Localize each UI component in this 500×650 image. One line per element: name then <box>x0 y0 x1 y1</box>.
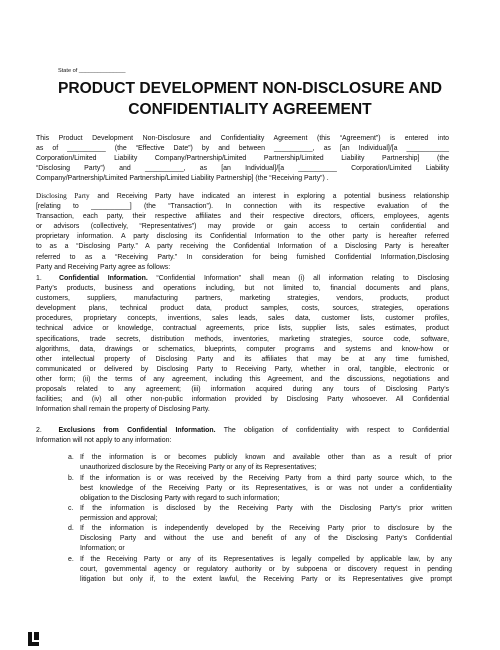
list-item-line: Disclosing Party and without the use and benefit of any of the Disclosing Party’s Confidential <box>80 535 452 543</box>
exclusion-item-e <box>68 555 452 585</box>
legal-templates-logo-icon <box>28 632 40 646</box>
section-1-line: technical advice or knowledge, contractual agreements, price lists, supplier lists, sales estimates, product <box>36 325 449 333</box>
section-1-line: other intellectual property of Disclosing Party and its affiliates that may be at any time furnished, <box>36 355 449 363</box>
section-1-line: other form; (ii) the terms of any agreement, including this Agreement, and the discussions, negotiations and <box>36 375 449 383</box>
section-1-line: customers, suppliers, manufacturing partners, marketing strategies, vendors, products, product <box>36 295 449 303</box>
list-item-line: obligation to the Disclosing Party with regard to such information; <box>80 495 280 503</box>
list-item-line: If the information is or becomes publicly known and available other than as a result of prior <box>80 454 452 461</box>
section-1-line: proposals related to any agreement; (iii) information acquired during any tours of Disclosing Party’s <box>36 386 449 394</box>
recital-line: to as a “Disclosing Party.” A party receiving the Confidential Information of a Disclosing Party is hereafter <box>36 243 449 251</box>
list-marker: d. <box>68 525 74 532</box>
recital-first-word: Disclosing Party <box>36 192 90 200</box>
recital-line: Transaction, each party, their respective affiliates and their respective directors, officers, employees, agents <box>36 213 449 221</box>
section-1-line: Information shall remain the property of Disclosing Party. <box>36 406 210 414</box>
exclusion-item-b <box>68 474 452 504</box>
list-item-line: If the information is or was received by the Receiving Party from a third party source which, to the <box>80 475 452 482</box>
section-2-line: Information will not apply to any information: <box>36 437 172 445</box>
section-1-heading: Confidential Information. <box>59 275 148 282</box>
intro-line: Company/Partnership/Limited Partnership/Limited Liability Partnership] (the “Receiving Party”) . <box>36 175 329 183</box>
recital-line: or advisors (collectively, “Representatives”) may provide or gain access to certain confidential and <box>36 223 449 231</box>
list-item-line: litigation but only if, to the extent lawful, the Receiving Party or its Representatives give prompt <box>80 576 452 584</box>
recital-paragraph <box>36 191 449 273</box>
document-title-line-1: PRODUCT DEVELOPMENT NON-DISCLOSURE AND <box>57 80 443 97</box>
exclusion-item-c <box>68 504 452 524</box>
section-1-line: communicated or delivered by Disclosing Party to Receiving Party, whether in oral, tangible, electronic or <box>36 365 449 373</box>
list-item-line: If the information is disclosed by the Receiving Party with the Disclosing Party’s prior written <box>80 505 452 512</box>
section-1-line: development plans, technical product data, product samples, costs, sources, strategies, operations <box>36 305 449 313</box>
exclusion-item-a <box>68 453 452 473</box>
list-item-line: best knowledge of the Receiving Party or its Representatives, is or was not under a confidentiality <box>80 485 452 493</box>
list-marker: e. <box>68 556 74 563</box>
list-marker: c. <box>68 505 74 512</box>
intro-paragraph <box>36 134 449 184</box>
list-item-line: If the Receiving Party or any of its Representatives is legally compelled by applicable law, by any <box>80 556 452 563</box>
section-1-number: 1. <box>36 275 42 282</box>
state-of-line: State of _______________ <box>58 68 126 74</box>
list-marker: a. <box>68 454 74 461</box>
recital-line: proprietary information. A party disclosing its Confidential Information to the other party is hereafter referred <box>36 233 449 241</box>
recital-line: [relating to __________] (the “Transaction”). In connection with its respective evaluation of the <box>36 203 449 211</box>
list-item-line: unauthorized disclosure by the Receiving Party or any of its Representatives; <box>80 464 317 472</box>
list-item-line: Information; or <box>80 545 125 553</box>
section-2-heading: Exclusions from Confidential Information. <box>58 427 216 434</box>
section-1-line: algorithms, data, drawings or schematics, blueprints, computer programs and systems and know-how or <box>36 345 449 353</box>
recital-line: Disclosing Party and Receiving Party have indicated an interest in exploring a potential business relationship <box>36 192 449 200</box>
recital-line: referred to as a “Receiving Party.” In consideration for being furnished Confidential Information,Disclosing <box>36 253 449 261</box>
intro-line: Corporation/Limited Liability Company/Partnership/Limited Partnership/Limited Liability Partnership] (the <box>36 155 449 163</box>
list-marker: b. <box>68 475 74 482</box>
exclusion-item-d <box>68 524 452 554</box>
section-2-line: 2. Exclusions from Confidential Information. The obligation of confidentiality with respect to Confidential <box>36 427 449 434</box>
section-1-line: specifications, trade secrets, distribution methods, inventories, marketing strategies, source code, software, <box>36 335 449 343</box>
intro-line: This Product Development Non-Disclosure and Confidentiality Agreement (this “Agreement”) is entered into <box>36 135 449 142</box>
section-1-line: 1. Confidential Information. “Confidential Information” shall mean (i) all information relating to Disclosing <box>36 275 450 282</box>
document-title-line-2: CONFIDENTIALITY AGREEMENT <box>128 101 372 118</box>
recital-line: Party and Receiving Party agree as follows: <box>36 263 171 271</box>
section-2-number: 2. <box>36 427 42 434</box>
list-item-line: If the information is independently developed by the Receiving Party prior to disclosure by the <box>80 525 452 532</box>
intro-line: “Disclosing Party”) and __________, as [an Individual]/[a __________ Corporation/Limited Liability <box>36 165 449 173</box>
section-1-confidential-information <box>36 274 449 415</box>
list-item-line: permission and approval; <box>80 515 158 523</box>
section-2-exclusions <box>36 426 449 446</box>
intro-line: as of __________ (the “Effective Date”) by and between __________, as [an Individual]/[a ___________ <box>36 145 449 153</box>
list-item-line: court, governmental agency or regulatory authority or by subpoena or discovery request in pending <box>80 566 452 574</box>
document-page <box>34 0 466 650</box>
section-1-line: Party’s products, business and operations including, but not limited to, financial documents and plans, <box>36 285 449 293</box>
section-1-line: procedures, proprietary concepts, inventions, sales leads, sales data, customer lists, customer profiles, <box>36 315 449 323</box>
section-1-line: facilities; and (iv) all other non-public information provided by Disclosing Party whosoever. All Confidential <box>36 396 449 404</box>
